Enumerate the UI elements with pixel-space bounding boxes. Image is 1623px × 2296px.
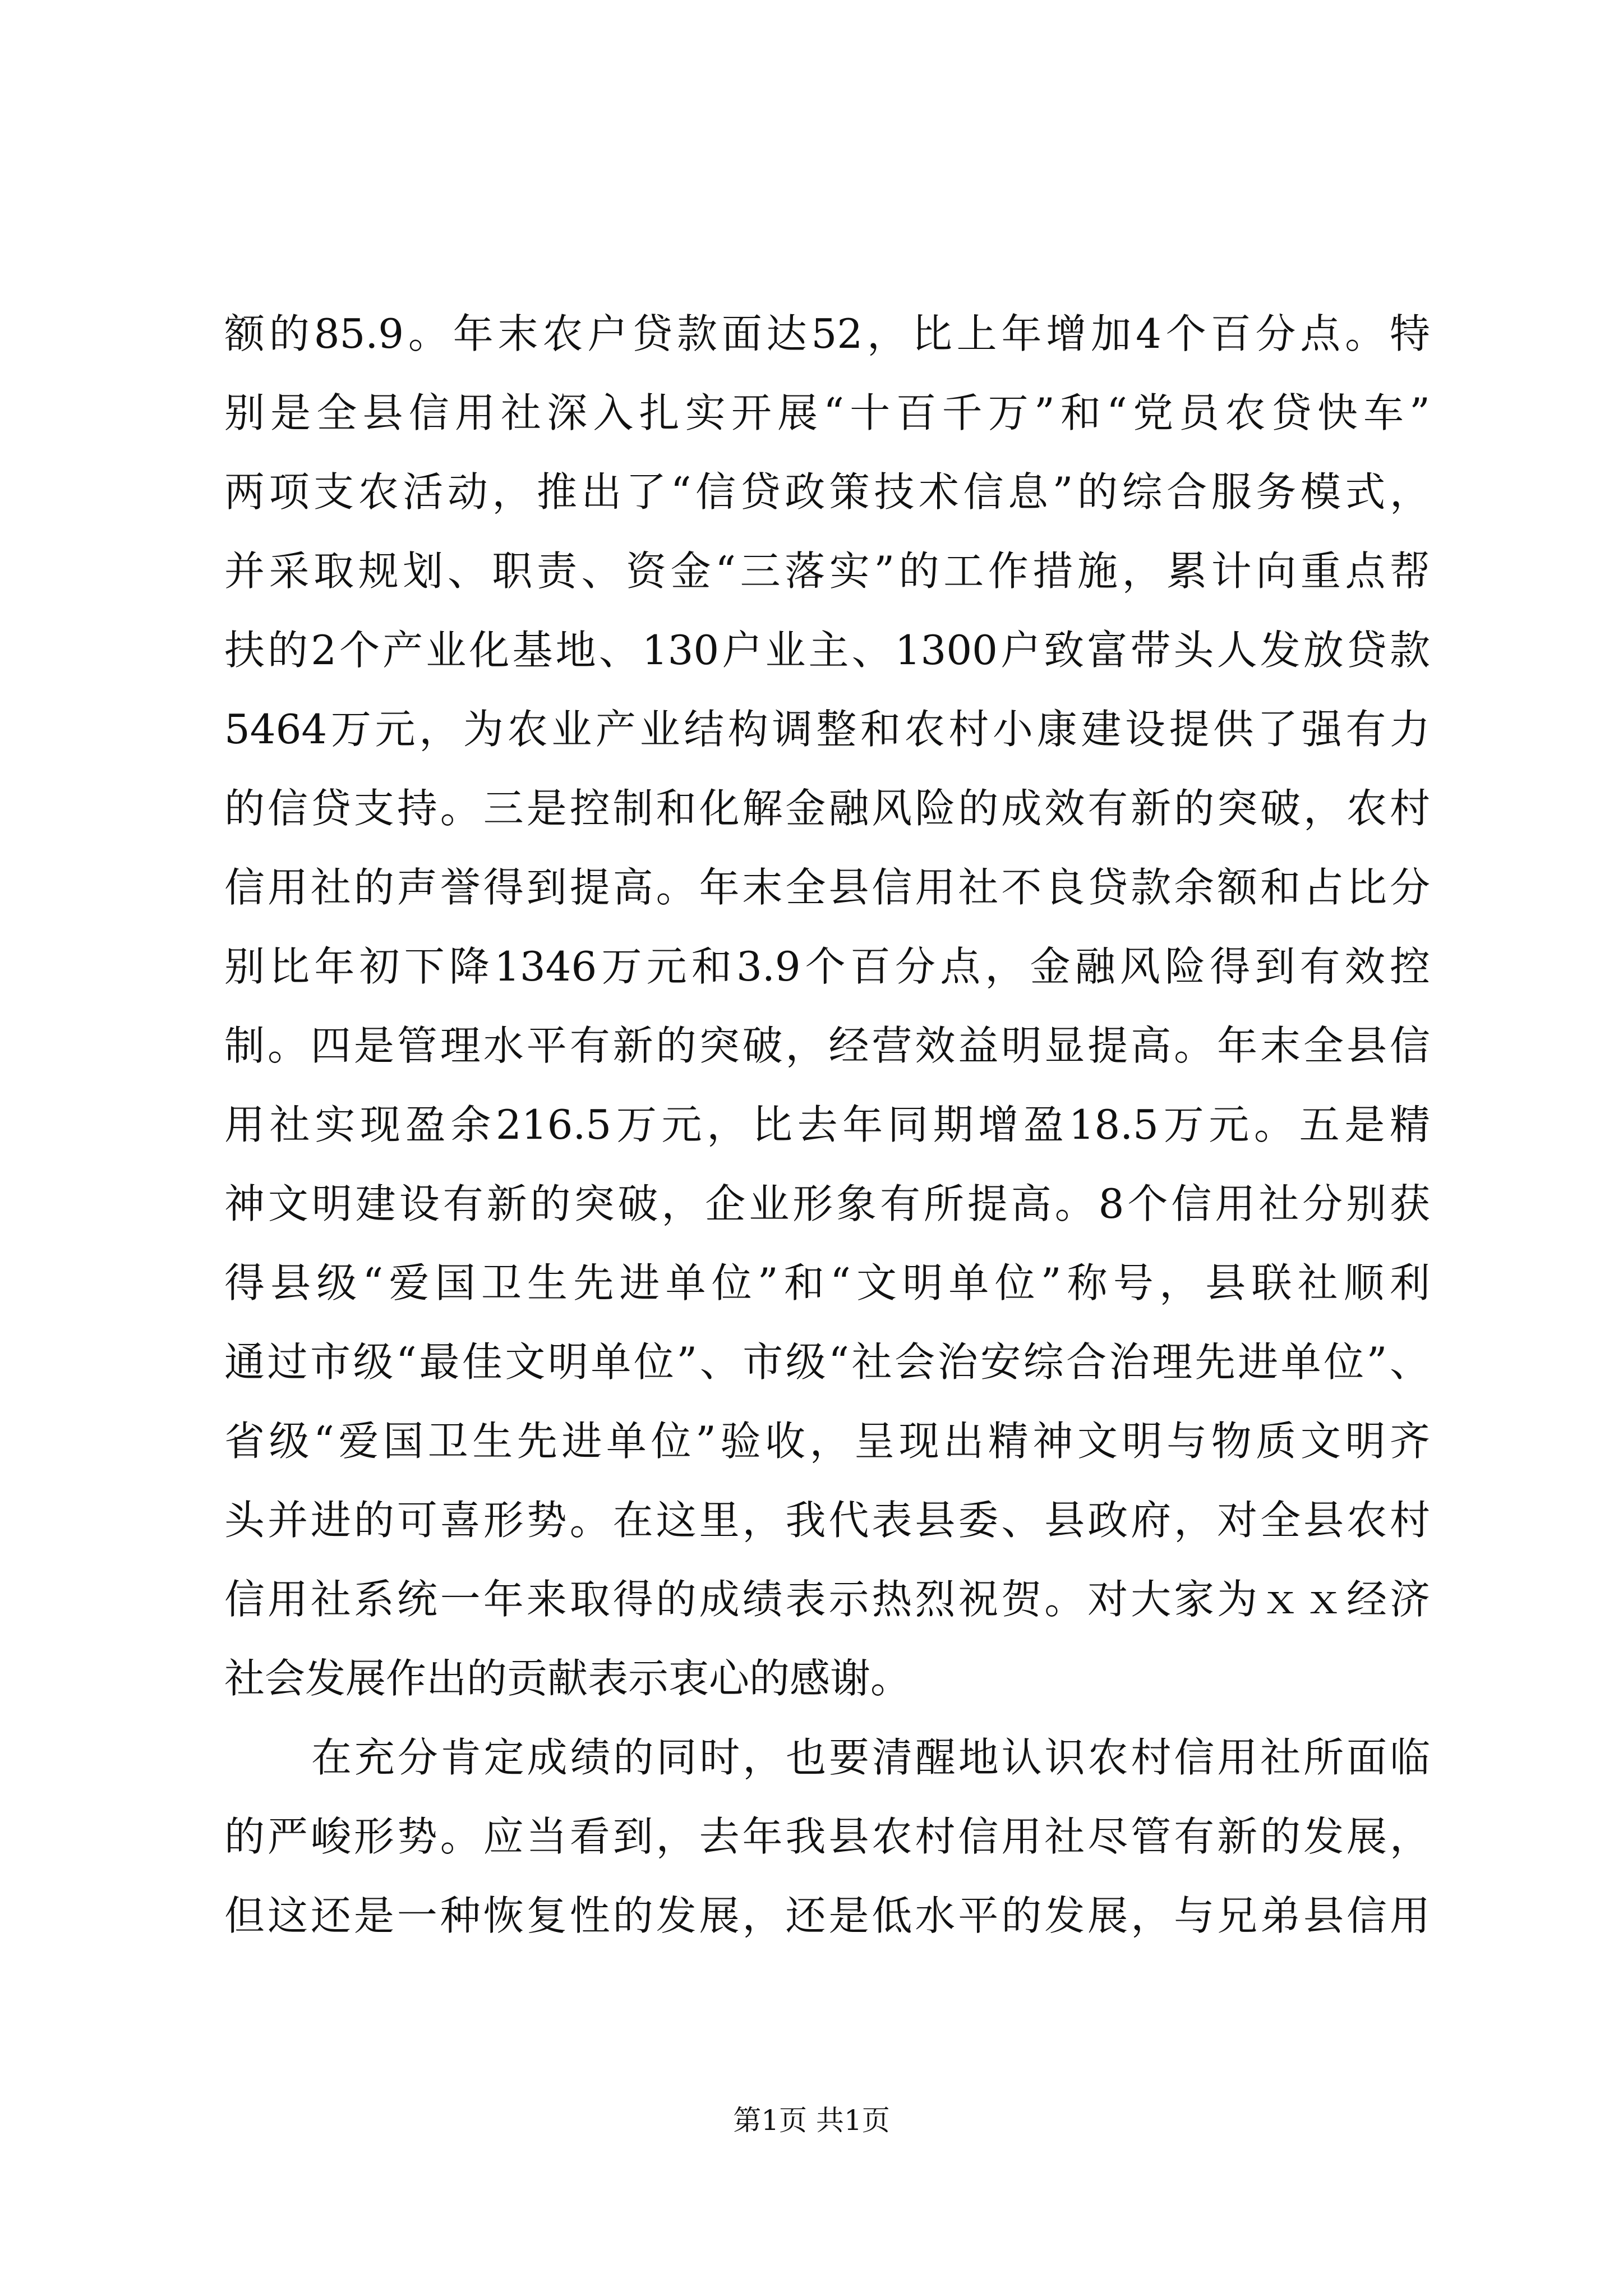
- text-line: 省级“爱国卫生先进单位”验收，呈现出精神文明与物质文明齐: [224, 1418, 1430, 1465]
- text-line: 制。四是管理水平有新的突破，经营效益明显提高。年末全县信: [224, 1022, 1430, 1069]
- text-line: 扶的2个产业化基地、130户业主、1300户致富带头人发放贷款: [224, 627, 1430, 674]
- text-line: 用社实现盈余216.5万元，比去年同期增盈18.5万元。五是精: [224, 1101, 1430, 1148]
- text-line: 信用社系统一年来取得的成绩表示热烈祝贺。对大家为ｘｘ经济: [224, 1576, 1430, 1623]
- text-line: 的信贷支持。三是控制和化解金融风险的成效有新的突破，农村: [224, 785, 1430, 832]
- text-line: 额的85.9。年末农户贷款面达52，比上年增加4个百分点。特: [224, 310, 1430, 357]
- text-line: 得县级“爱国卫生先进单位”和“文明单位”称号，县联社顺利: [224, 1259, 1430, 1306]
- text-line: 头并进的可喜形势。在这里，我代表县委、县政府，对全县农村: [224, 1497, 1430, 1544]
- document-body: [224, 295, 1430, 1955]
- text-line: 神文明建设有新的突破，企业形象有所提高。8个信用社分别获: [224, 1180, 1430, 1227]
- text-line: 信用社的声誉得到提高。年末全县信用社不良贷款余额和占比分: [224, 864, 1430, 911]
- text-line: 别比年初下降1346万元和3.9个百分点，金融风险得到有效控: [224, 943, 1430, 990]
- text-line: 并采取规划、职责、资金“三落实”的工作措施，累计向重点帮: [224, 547, 1430, 595]
- text-line: 通过市级“最佳文明单位”、市级“社会治安综合治理先进单位”、: [224, 1338, 1430, 1386]
- text-line: 5464万元，为农业产业结构调整和农村小康建设提供了强有力: [224, 706, 1430, 753]
- text-line: 别是全县信用社深入扎实开展“十百千万”和“党员农贷快车”: [224, 389, 1430, 436]
- text-line: 的严峻形势。应当看到，去年我县农村信用社尽管有新的发展，: [224, 1813, 1430, 1860]
- text-line: 两项支农活动，推出了“信贷政策技术信息”的综合服务模式，: [224, 468, 1430, 516]
- paragraph-first-line: 在充分肯定成绩的同时，也要清醒地认识农村信用社所面临: [311, 1734, 1430, 1781]
- text-line: 但这还是一种恢复性的发展，还是低水平的发展，与兄弟县信用: [224, 1892, 1430, 1939]
- paragraph-last-line: 社会发展作出的贡献表示衷心的感谢。: [224, 1655, 911, 1702]
- page-footer: 第1页 共1页: [733, 2104, 890, 2137]
